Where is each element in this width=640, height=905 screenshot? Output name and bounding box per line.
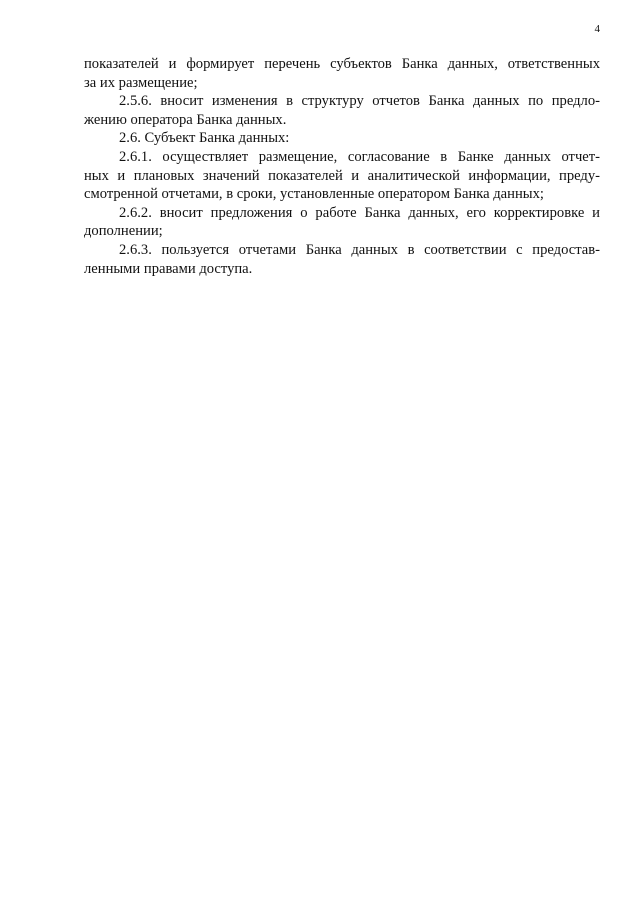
page-number: 4 — [594, 23, 600, 35]
text-line: за их размещение; — [84, 74, 198, 91]
text-line: 2.6.3. пользуется отчетами Банка данных в соответствии с предостав- — [119, 241, 600, 258]
text-line: 2.6.1. осуществляет размещение, согласование в Банке данных отчет- — [119, 148, 600, 165]
text-line: жению оператора Банка данных. — [84, 111, 287, 128]
section-heading: 2.6. Субъект Банка данных: — [119, 130, 290, 147]
text-line: дополнении; — [84, 223, 163, 240]
document-body — [84, 55, 600, 278]
text-line: ленными правами доступа. — [84, 260, 253, 277]
text-line: смотренной отчетами, в сроки, установленные оператором Банка данных; — [84, 186, 544, 203]
text-line: показателей и формирует перечень субъектов Банка данных, ответственных — [84, 56, 600, 72]
text-line: 2.6.2. вносит предложения о работе Банка данных, его корректировке и — [119, 204, 600, 221]
text-line: ных и плановых значений показателей и аналитической информации, преду- — [84, 167, 600, 184]
text-line: 2.5.6. вносит изменения в структуру отчетов Банка данных по предло- — [119, 93, 600, 110]
